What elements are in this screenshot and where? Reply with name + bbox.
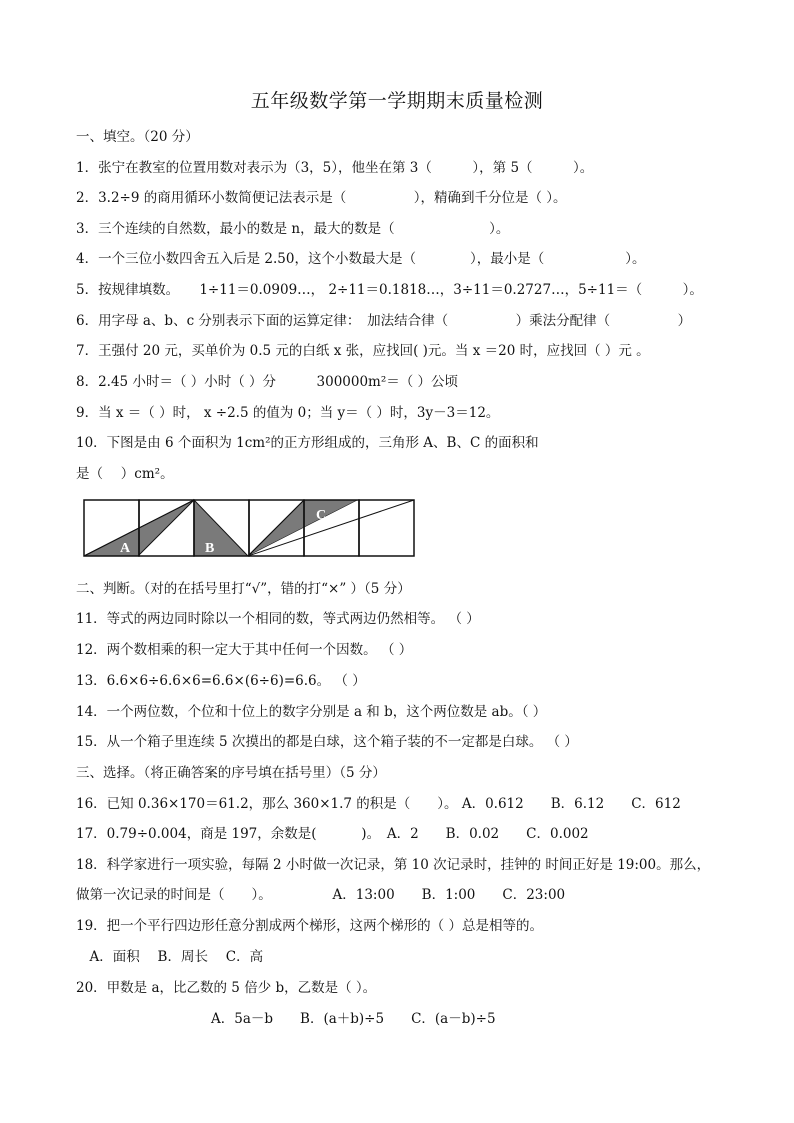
- question-16: 16．已知 0.36×170＝61.2，那么 360×1.7 的积是（ ）。 A．0.612 B．6.12 C．612: [76, 796, 681, 812]
- label-b: B: [205, 541, 215, 556]
- question-9: 9．当 x ＝（ ）时， x ÷2.5 的值为 0；当 y＝（ ）时，3y－3＝12。: [76, 405, 500, 421]
- label-c: C: [316, 508, 327, 523]
- question-10-cont: 是（ ）cm²。: [76, 466, 174, 482]
- question-6: 6．用字母 a、b、c 分别表示下面的运算定律： 加法结合律（ ）乘法分配律（ ）: [76, 313, 692, 329]
- question-4: 4．一个三位小数四舍五入后是 2.50，这个小数最大是（ ），最小是（ ）。: [76, 251, 646, 267]
- page-title: 五年级数学第一学期期末质量检测: [250, 90, 544, 112]
- question-11: 11．等式的两边同时除以一个相同的数，等式两边仍然相等。 （ ）: [76, 611, 480, 627]
- question-13: 13．6.6×6÷6.6×6=6.6×(6÷6)=6.6。 （ ）: [76, 673, 366, 689]
- question-7: 7．王强付 20 元，买单价为 0.5 元的白纸 x 张，应找回( )元。当 x ＝20 时，应找回（ ）元 。: [76, 343, 650, 359]
- question-5: 5．按规律填数。 1÷11＝0.0909…， 2÷11＝0.1818…，3÷11＝0.2727…，5÷11＝（ ）。: [76, 282, 703, 298]
- section-1-heading: 一、填空。（20 分）: [76, 129, 199, 145]
- question-19: 19．把一个平行四边形任意分割成两个梯形，这两个梯形的（ ）总是相等的。: [76, 918, 543, 934]
- question-14: 14．一个两位数，个位和十位上的数字分别是 a 和 b，这个两位数是 ab。（ ）: [76, 704, 547, 720]
- question-20: 20．甲数是 a，比乙数的 5 倍少 b，乙数是（ ）。: [76, 980, 377, 996]
- section-2-heading: 二、判断。（对的在括号里打“√”，错的打“×” ）（5 分）: [76, 581, 411, 597]
- question-17: 17．0.79÷0.004，商是 197，余数是( )。 A．2 B．0.02 C．0.002: [76, 826, 589, 842]
- squares-triangles-figure: [82, 497, 422, 559]
- section-3-heading: 三、选择。（将正确答案的序号填在括号里）（5 分）: [76, 765, 386, 781]
- question-18-cont: 做第一次记录的时间是（ ）。 A．13:00 B．1:00 C．23:00: [76, 887, 566, 903]
- question-19-options: A．面积 B．周长 C．高: [76, 949, 264, 965]
- question-18: 18．科学家进行一项实验，每隔 2 小时做一次记录，第 10 次记录时，挂钟的 时间正好是 19:00。那么，: [76, 857, 711, 873]
- question-12: 12．两个数相乘的积一定大于其中任何一个因数。 （ ）: [76, 642, 413, 658]
- question-1: 1．张宁在教室的位置用数对表示为（3，5），他坐在第 3（ ），第 5（ ）。: [76, 160, 594, 176]
- triangle-b: [194, 500, 248, 556]
- question-3: 3．三个连续的自然数，最小的数是 n，最大的数是（ ）。: [76, 221, 510, 237]
- question-20-options: A．5a－b B．(a＋b)÷5 C．(a－b)÷5: [76, 1011, 496, 1027]
- question-2: 2．3.2÷9 的商用循环小数简便记法表示是（ ），精确到千分位是（ ）。: [76, 190, 567, 206]
- question-15: 15．从一个箱子里连续 5 次摸出的都是白球，这个箱子装的不一定都是白球。 （ ）: [76, 734, 578, 750]
- question-10: 10．下图是由 6 个面积为 1cm²的正方形组成的，三角形 A、B、C 的面积和: [76, 435, 539, 451]
- label-a: A: [120, 541, 131, 556]
- question-8: 8．2.45 小时＝（ ）小时（ ）分 300000m²＝（ ）公顷: [76, 374, 459, 390]
